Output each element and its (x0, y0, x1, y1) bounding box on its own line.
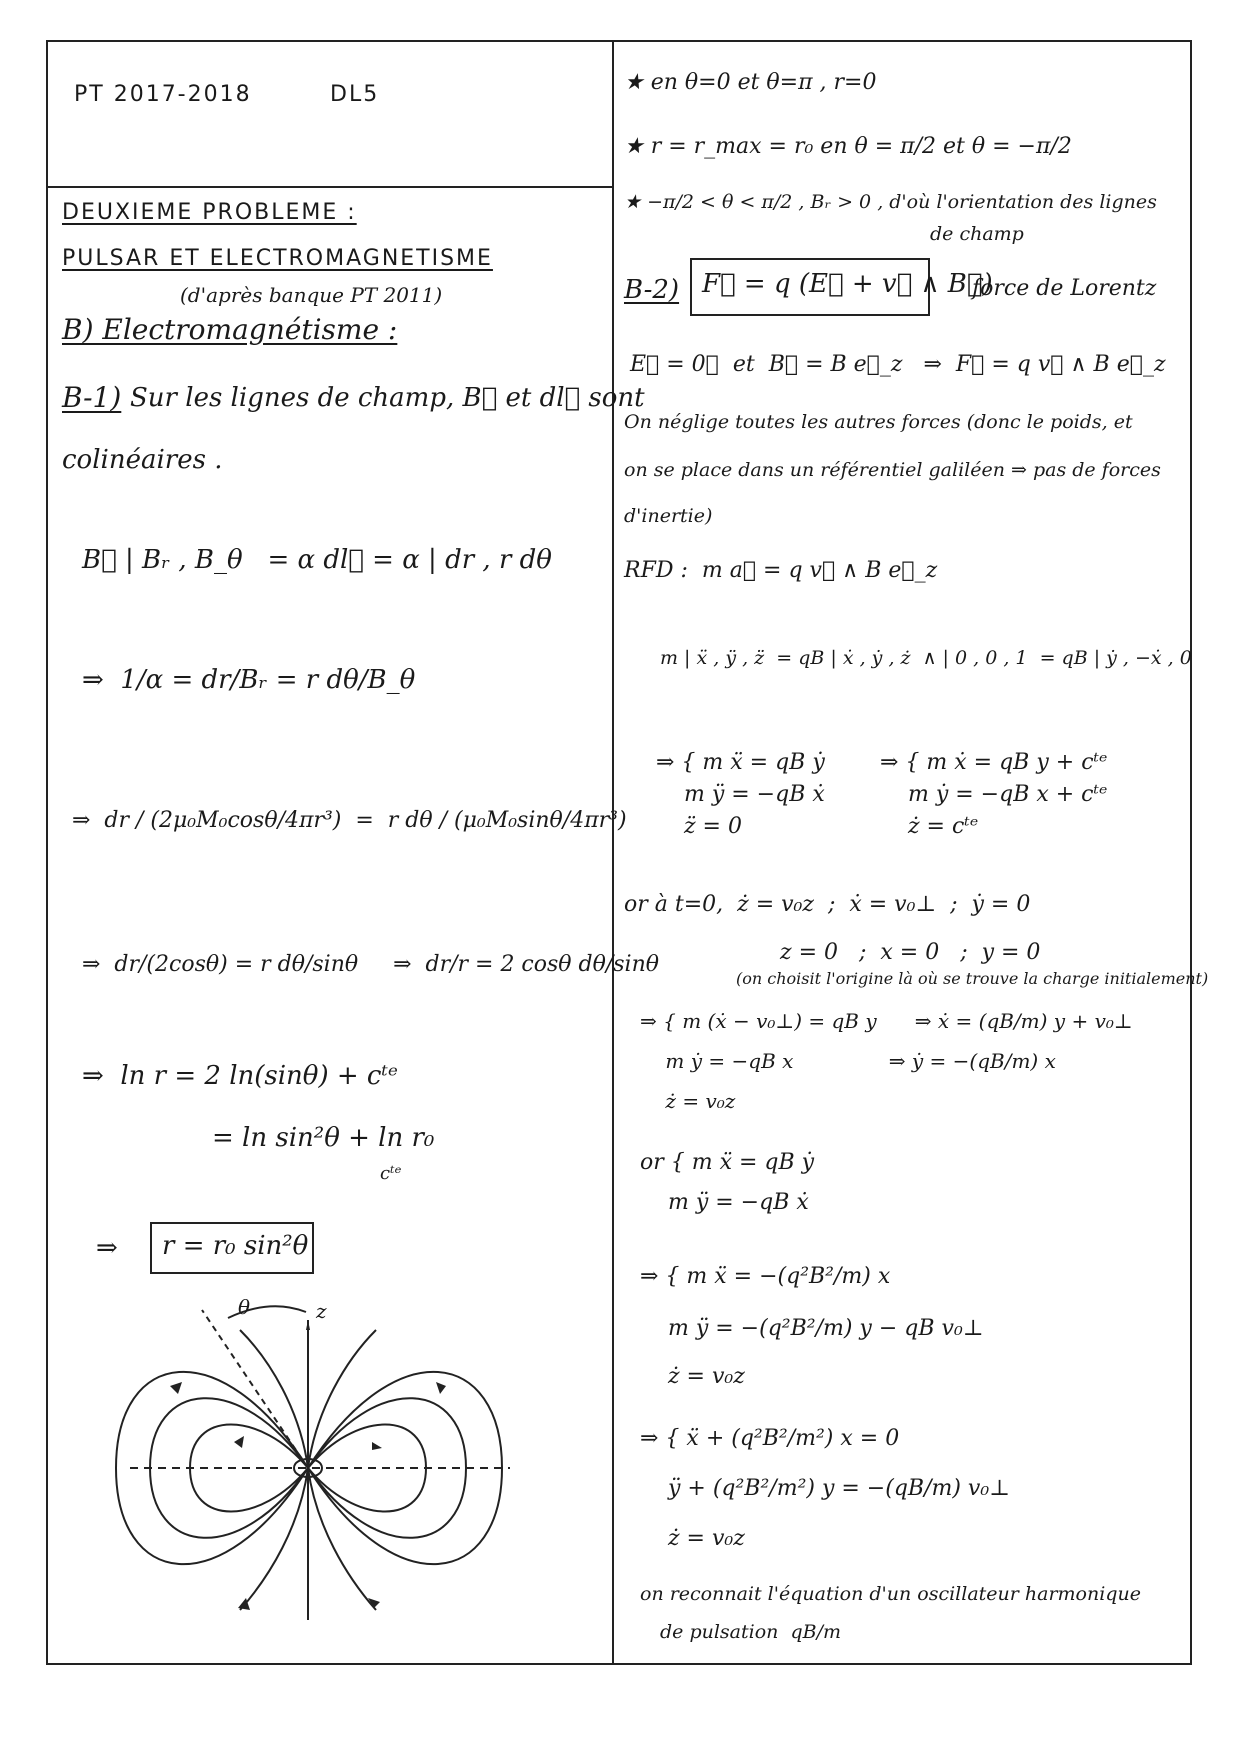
right-line-6: on se place dans un référentiel galiléen ⇒ pas de forces (624, 459, 1161, 481)
assignment-id: DL5 (330, 82, 380, 107)
eq-ratio: ⇒ 1/α = dr/Bᵣ = r dθ/B_θ (82, 665, 416, 695)
system-2-line-2: m ẏ = −qB x + cᵗᵉ (880, 782, 1108, 807)
eq-integration: ⇒ ln r = 2 ln(sinθ) + cᵗᵉ (82, 1061, 398, 1091)
eq-constant-note: cᵗᵉ (380, 1163, 402, 1184)
system-4-line-2: m ÿ = −qB ẋ (640, 1190, 809, 1215)
field-line-down-right (308, 1468, 376, 1610)
right-bullet-3-end: de champ (930, 223, 1024, 245)
field-lines-figure (110, 1290, 530, 1650)
conclusion-line-1: on reconnait l'équation d'un oscillateur harmonique (640, 1583, 1141, 1605)
right-bullet-1: ★ en θ=0 et θ=π , r=0 (624, 70, 877, 95)
field-line-up-right (308, 1330, 376, 1468)
system-2-line-1: ⇒ { m ẋ = qB y + cᵗᵉ (880, 750, 1108, 775)
origin-note: (on choisit l'origine là où se trouve la charge initialement) (736, 969, 1209, 988)
right-bullet-2: ★ r = r_max = r₀ en θ = π/2 et θ = −π/2 (624, 134, 1072, 159)
field-line-right-inner (308, 1425, 426, 1512)
arrow-right-outer (436, 1382, 446, 1394)
b2-label: B-2) (624, 275, 680, 305)
system-6-line-3: ż = v₀z (640, 1526, 745, 1551)
system-2-line-3: ż = cᵗᵉ (880, 814, 979, 839)
initial-conditions-2: z = 0 ; x = 0 ; y = 0 (780, 940, 1041, 965)
right-line-5: On néglige toutes les autres forces (donc le poids, et (624, 411, 1133, 433)
system-5-line-1: ⇒ { m ẍ = −(q²B²/m) x (640, 1264, 891, 1289)
system-4-line-1: or { m ẍ = qB ẏ (640, 1150, 815, 1175)
column-divider (612, 40, 614, 1665)
arrow-right-inner (372, 1442, 382, 1450)
system-1-line-3: z̈ = 0 (656, 814, 742, 839)
fig-z-label: z (316, 1299, 327, 1323)
initial-conditions-1: or à t=0, ż = v₀z ; ẋ = v₀⊥ ; ẏ = 0 (624, 892, 1031, 917)
problem-source: (d'après banque PT 2011) (180, 283, 443, 307)
system-5-line-3: ż = v₀z (640, 1364, 745, 1389)
arrow-left-outer (170, 1382, 182, 1394)
system-3-line-3: ż = v₀z (640, 1089, 736, 1113)
header-divider (46, 186, 614, 188)
system-3-line-1: ⇒ { m (ẋ − v₀⊥) = qB y ⇒ ẋ = (qB/m) y + v₀⊥ (640, 1009, 1133, 1033)
system-3-line-2: m ẏ = −qB x ⇒ ẏ = −(qB/m) x (640, 1049, 1056, 1073)
eq-b-field: B⃗ | Bᵣ , B_θ = α dl⃗ = α | dr , r dθ (82, 545, 552, 575)
system-5-line-2: m ÿ = −(q²B²/m) y − qB v₀⊥ (640, 1316, 984, 1341)
lorentz-note: force de Lorentz (972, 276, 1157, 301)
right-line-7: d'inertie) (624, 505, 713, 527)
eq-substitution: ⇒ dr / (2μ₀M₀cosθ/4πr³) = r dθ / (μ₀M₀sinθ/4πr³) (72, 808, 627, 833)
section-heading: B) Electromagnétisme : (62, 313, 398, 346)
system-1-line-2: m ÿ = −qB ẋ (656, 782, 825, 807)
eq-log-form: = ln sin²θ + ln r₀ (212, 1123, 435, 1153)
class-year: PT 2017-2018 (74, 82, 252, 107)
vector-product: m | ẍ , ÿ , z̈ = qB | ẋ , ẏ , ż ∧ | 0 , 0 , 1 = qB | ẏ , −ẋ , 0 (660, 647, 1192, 669)
field-line-down-left (240, 1468, 308, 1610)
z-arrowhead (306, 1320, 310, 1330)
eq-simplified: ⇒ dr/(2cosθ) = r dθ/sinθ ⇒ dr/r = 2 cosθ dθ/sinθ (82, 952, 660, 977)
right-bullet-3: ★ −π/2 < θ < π/2 , Bᵣ > 0 , d'où l'orientation des lignes (624, 191, 1157, 213)
problem-title: DEUXIEME PROBLEME : (62, 200, 357, 225)
rfd-equation: RFD : m a⃗ = q v⃗ ∧ B e⃗_z (624, 558, 938, 583)
b1-text-1: Sur les lignes de champ, B⃗ et dl⃗ sont (130, 383, 645, 413)
b1-text-2: colinéaires . (62, 445, 223, 475)
system-1-line-1: ⇒ { m ẍ = qB ẏ (656, 750, 825, 775)
result-equation: r = r₀ sin²θ (162, 1231, 309, 1261)
result-arrow: ⇒ (96, 1233, 118, 1263)
system-6-line-1: ⇒ { ẍ + (q²B²/m²) x = 0 (640, 1426, 900, 1451)
fig-theta-label: θ (238, 1295, 251, 1319)
right-line-4: E⃗ = 0⃗ et B⃗ = B e⃗_z ⇒ F⃗ = q v⃗ ∧ B e⃗_z (630, 352, 1166, 377)
system-6-line-2: ÿ + (q²B²/m²) y = −(qB/m) v₀⊥ (640, 1476, 1010, 1501)
arrow-left-inner (234, 1436, 244, 1448)
problem-subtitle: PULSAR ET ELECTROMAGNETISME (62, 246, 493, 271)
conclusion-line-2: de pulsation qB/m (660, 1621, 842, 1643)
b1-label: B-1) (62, 381, 122, 414)
lorentz-force: F⃗ = q (E⃗ + v⃗ ∧ B⃗) (702, 269, 993, 299)
